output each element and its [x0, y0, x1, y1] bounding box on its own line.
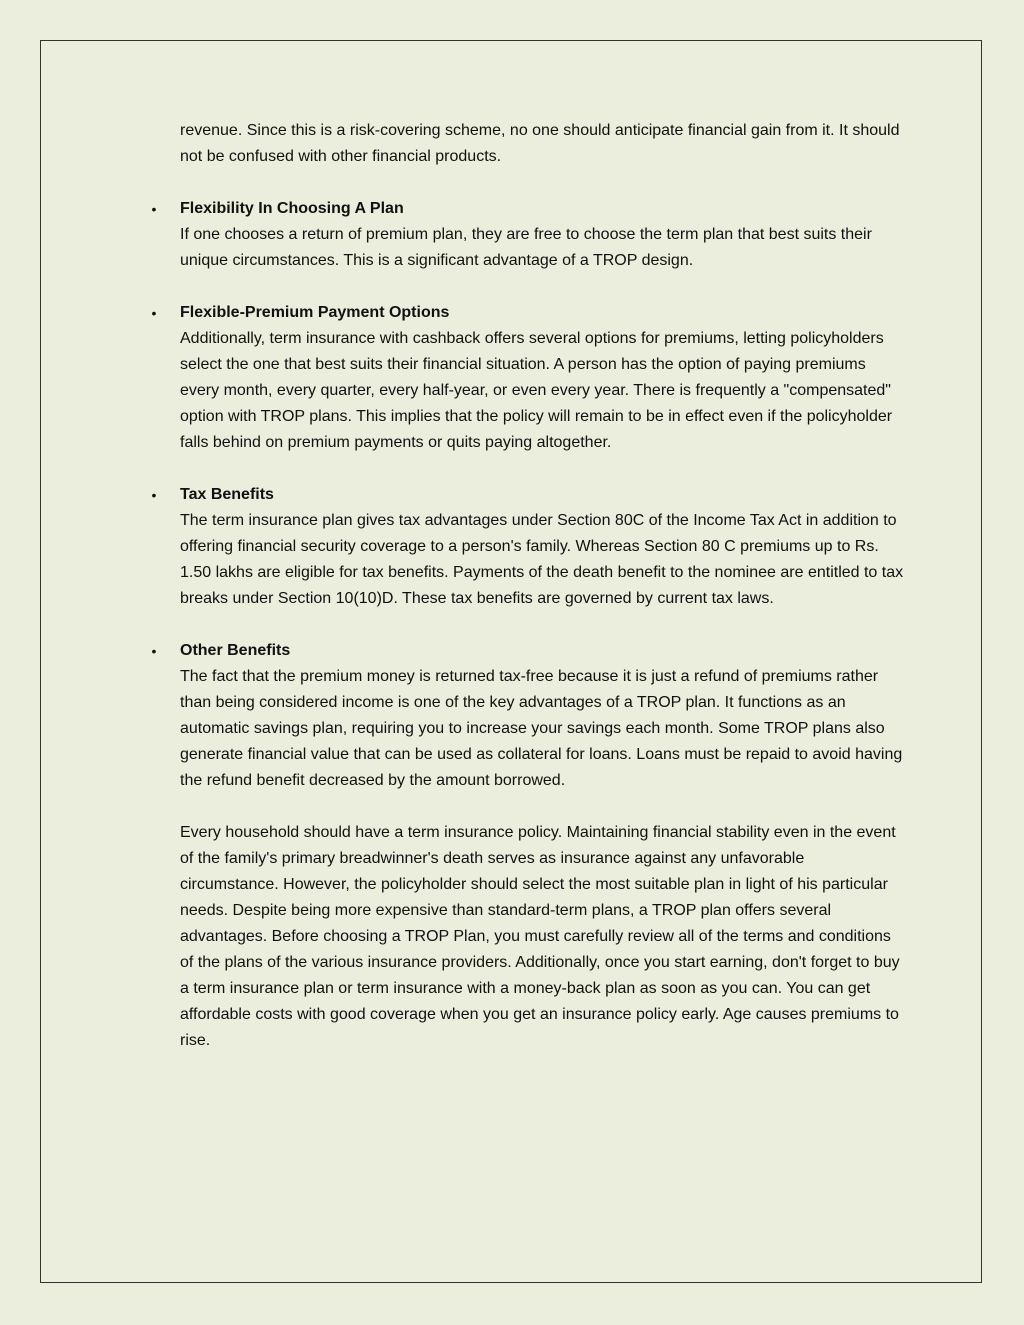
- paragraph-spacer: [180, 612, 906, 638]
- benefit-body: The term insurance plan gives tax advantages under Section 80C of the Income Tax Act in addition to offering financial security coverage to a person's family. Whereas Section 80 C premiums up to Rs. 1.50 lakhs are eligible for tax benefits. Payments of the death benefit to the nominee are entitled to tax breaks under Section 10(10)D. These tax benefits are governed by current tax laws.: [180, 512, 904, 607]
- benefit-heading: Flexible-Premium Payment Options: [180, 304, 450, 321]
- document-body: [151, 118, 906, 1054]
- paragraph-spacer: [180, 274, 906, 300]
- benefit-heading: Other Benefits: [180, 642, 291, 659]
- closing-paragraph: Every household should have a term insurance policy. Maintaining financial stability even in the event of the family's primary breadwinner's death serves as insurance against any unfavorable circumstance. However, the policyholder should select the most suitable plan in light of his particular needs. Despite being more expensive than standard-term plans, a TROP plan offers several advantages. Before choosing a TROP Plan, you must carefully review all of the terms and conditions of the plans of the various insurance providers. Additionally, once you start earning, don't forget to buy a term insurance plan or term insurance with a money-back plan as soon as you can. You can get affordable costs with good coverage when you get an insurance policy early. Age causes premiums to rise.: [180, 824, 900, 1049]
- bullet-icon: •: [151, 643, 157, 659]
- benefit-item-flexibility: [151, 196, 906, 274]
- benefit-body: If one chooses a return of premium plan, they are free to choose the term plan that best suits their unique circumstances. This is a significant advantage of a TROP design.: [180, 226, 872, 269]
- benefit-body: Additionally, term insurance with cashback offers several options for premiums, letting policyholders select the one that best suits their financial situation. A person has the option of paying premiums every month, every quarter, every half-year, or even every year. There is frequently a "compensated" option with TROP plans. This implies that the policy will remain to be in effect even if the policyholder falls behind on premium payments or quits paying altogether.: [180, 330, 893, 451]
- benefit-item-premium-options: [151, 300, 906, 456]
- benefit-heading: Tax Benefits: [180, 486, 274, 503]
- paragraph-spacer: [180, 170, 906, 196]
- intro-paragraph: revenue. Since this is a risk-covering scheme, no one should anticipate financial gain from it. It should not be confused with other financial products.: [180, 122, 900, 165]
- paragraph-spacer: [180, 456, 906, 482]
- bullet-icon: •: [151, 305, 157, 321]
- benefit-body: The fact that the premium money is returned tax-free because it is just a refund of premiums rather than being considered income is one of the key advantages of a TROP plan. It functions as an automatic savings plan, requiring you to increase your savings each month. Some TROP plans also generate financial value that can be used as collateral for loans. Loans must be repaid to avoid having the refund benefit decreased by the amount borrowed.: [180, 668, 903, 789]
- bullet-icon: •: [151, 487, 157, 503]
- benefit-item-tax: [151, 482, 906, 612]
- bullet-icon: •: [151, 201, 157, 217]
- benefit-heading: Flexibility In Choosing A Plan: [180, 200, 404, 217]
- paragraph-spacer: [180, 794, 906, 820]
- benefit-item-other: [151, 638, 906, 794]
